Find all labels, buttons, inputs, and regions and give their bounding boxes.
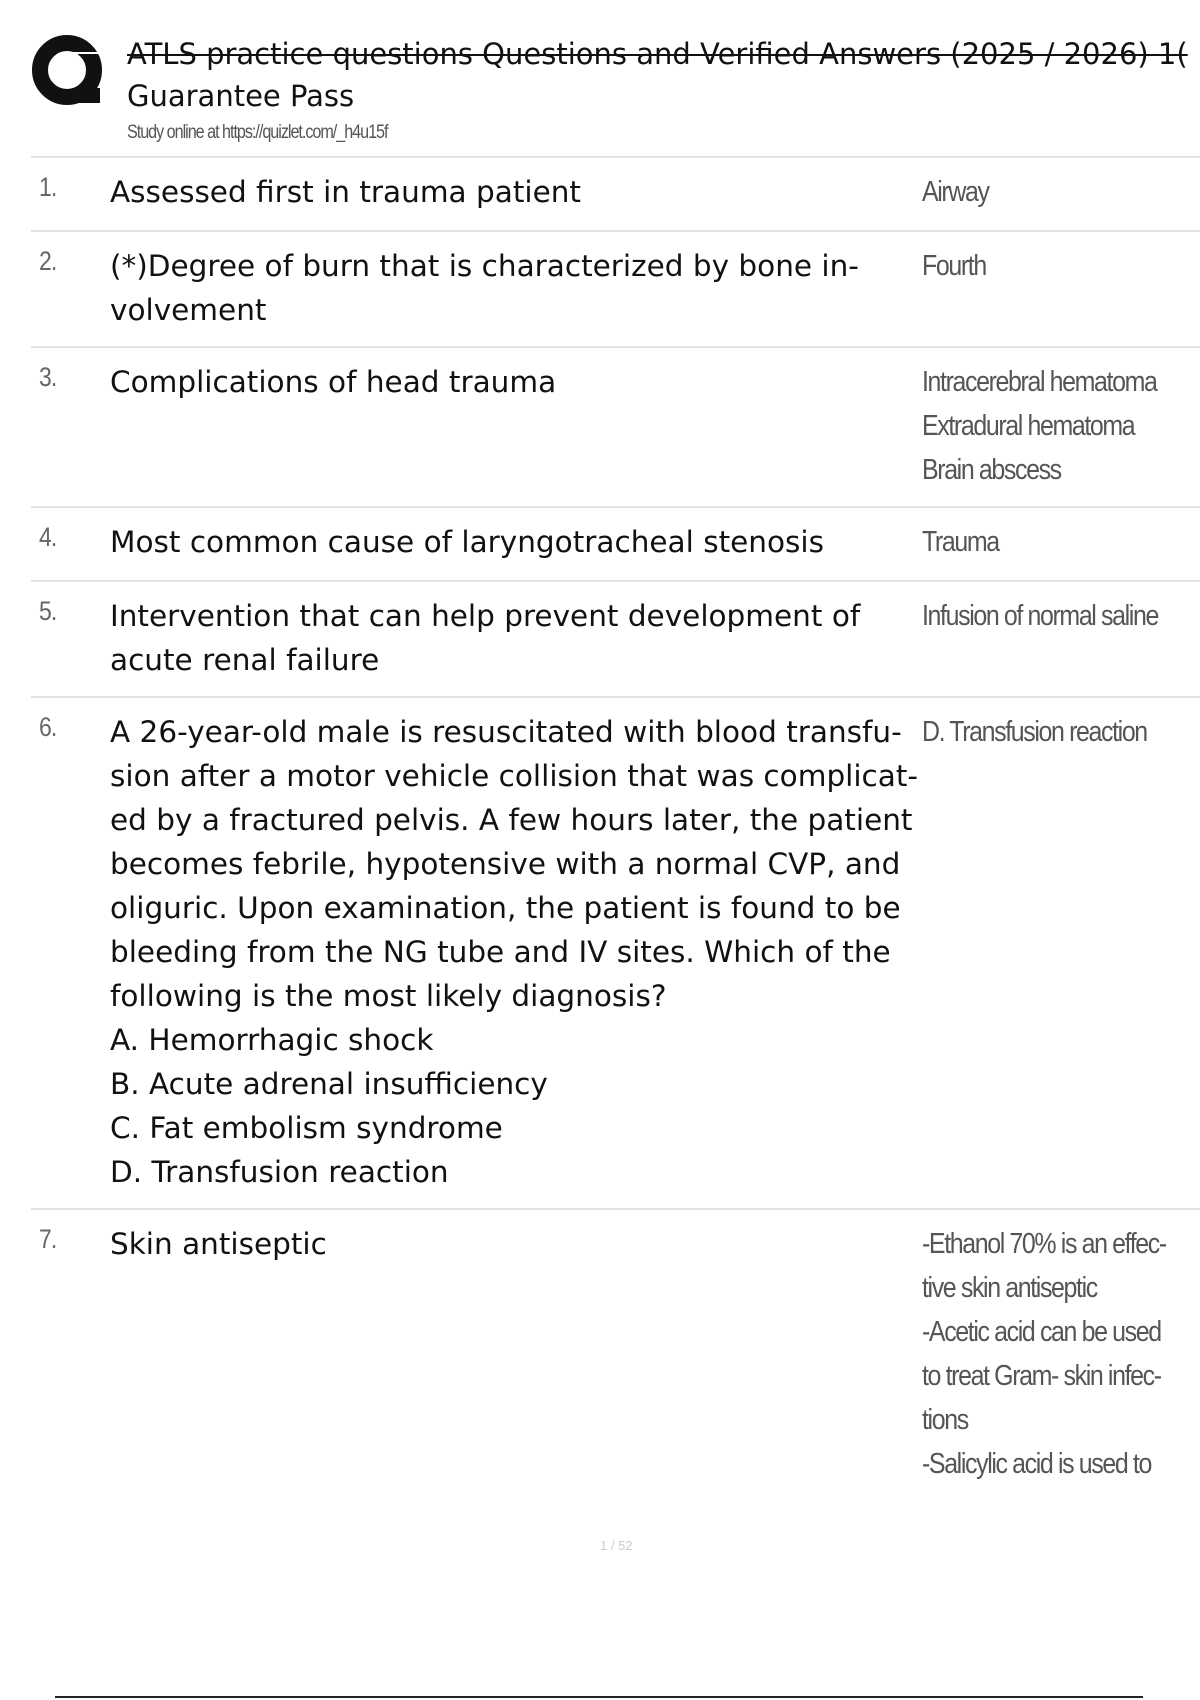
card-answer [922, 710, 1171, 754]
card-question [110, 244, 910, 332]
card-number: 1. [39, 172, 57, 202]
question-line: C. Fat embolism syndrome [110, 1111, 503, 1145]
question-line: volvement [110, 293, 267, 327]
flashcard-table [31, 156, 1200, 1500]
answer-line: tive skin antiseptic [922, 1272, 1097, 1304]
answer-line: Brain abscess [922, 454, 1061, 486]
question-line: Complications of head trauma [110, 365, 557, 399]
page-counter: 1 / 52 [600, 1538, 633, 1553]
card-question [110, 710, 919, 1194]
question-line: sion after a motor vehicle collision that was complicat- [110, 759, 919, 793]
question-line: D. Transfusion reaction [110, 1155, 449, 1189]
card-number: 3. [39, 362, 57, 392]
card-answer [922, 170, 1171, 214]
card-answer [922, 1222, 1171, 1486]
card-number: 5. [39, 596, 57, 626]
question-line: bleeding from the NG tube and IV sites. Which of the [110, 935, 891, 969]
question-line: Most common cause of laryngotracheal stenosis [110, 525, 824, 559]
question-line: ed by a fractured pelvis. A few hours later, the patient [110, 803, 913, 837]
question-line: A 26-year-old male is resuscitated with blood transfu- [110, 715, 902, 749]
question-line: A. Hemorrhagic shock [110, 1023, 434, 1057]
card-answer [922, 244, 1171, 288]
card-question [110, 520, 910, 564]
answer-line: Intracerebral hematoma [922, 366, 1157, 398]
flashcard-row [31, 506, 1200, 580]
card-number: 2. [39, 246, 57, 276]
question-line: B. Acute adrenal insufficiency [110, 1067, 548, 1101]
document-subtitle: Guarantee Pass [127, 79, 355, 113]
study-online-link[interactable]: Study online at https://quizlet.com/_h4u15f [127, 122, 388, 143]
question-line: becomes febrile, hypotensive with a normal CVP, and [110, 847, 901, 881]
document-title: ATLS practice questions Questions and Verified Answers (2025 / 2026) 1( [127, 37, 1188, 71]
card-question [110, 360, 910, 404]
answer-line: to treat Gram- skin infec- [922, 1360, 1161, 1392]
document-header [0, 0, 1200, 160]
answer-line: Airway [922, 176, 989, 208]
card-question [110, 594, 910, 682]
answer-line: D. Transfusion reaction [922, 716, 1147, 748]
card-answer [922, 520, 1171, 564]
question-line: oliguric. Upon examination, the patient is found to be [110, 891, 901, 925]
question-line: acute renal failure [110, 643, 380, 677]
answer-line: -Salicylic acid is used to [922, 1448, 1151, 1480]
flashcard-row [31, 156, 1200, 230]
card-answer [922, 360, 1171, 492]
flashcard-row [31, 580, 1200, 696]
card-number: 7. [39, 1224, 57, 1254]
flashcard-row [31, 346, 1200, 506]
card-number: 6. [39, 712, 57, 742]
answer-line: tions [922, 1404, 968, 1436]
question-line: Assessed first in trauma patient [110, 175, 581, 209]
flashcard-row [31, 1208, 1200, 1500]
card-answer [922, 594, 1171, 638]
card-question [110, 170, 910, 214]
bottom-divider [55, 1696, 1143, 1698]
question-line: (*)Degree of burn that is characterized by bone in- [110, 249, 859, 283]
answer-line: Trauma [922, 526, 999, 558]
answer-line: Fourth [922, 250, 986, 282]
flashcard-row [31, 696, 1200, 1208]
quizlet-q-logo-icon [30, 32, 106, 112]
question-line: Skin antiseptic [110, 1227, 327, 1261]
question-line: following is the most likely diagnosis? [110, 979, 667, 1013]
question-line: Intervention that can help prevent development of [110, 599, 861, 633]
flashcard-row [31, 230, 1200, 346]
answer-line: Extradural hematoma [922, 410, 1135, 442]
answer-line: Infusion of normal saline [922, 600, 1158, 632]
card-number: 4. [39, 522, 57, 552]
answer-line: -Ethanol 70% is an effec- [922, 1228, 1166, 1260]
answer-line: -Acetic acid can be used [922, 1316, 1161, 1348]
card-question [110, 1222, 910, 1266]
